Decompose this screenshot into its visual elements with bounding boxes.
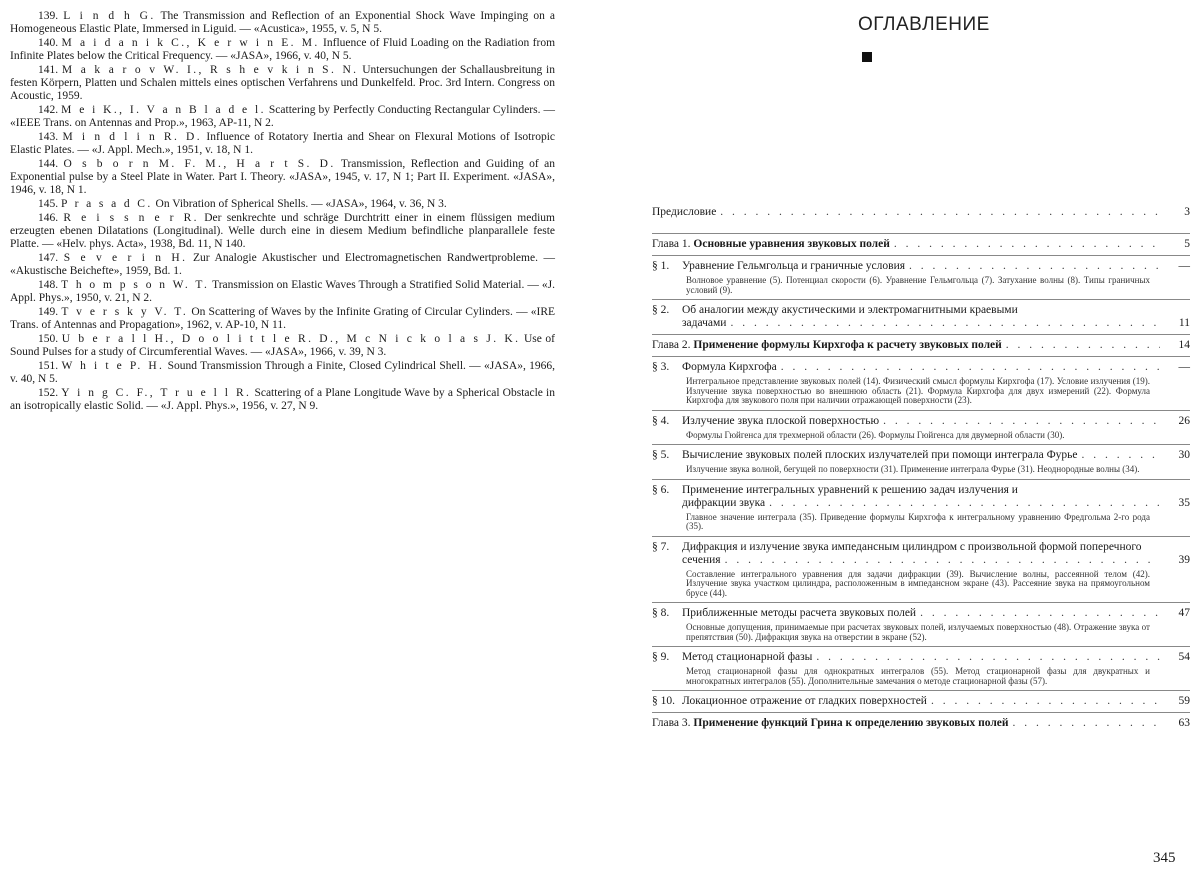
reference-item: 149. T v e r s k y V. T. On Scattering of Waves by the Infinite Grating of Circular Cylinders. — «IRE Trans. of Antennas and Propagation», 1962, v. AP-10, N 11.	[10, 306, 556, 331]
reference-item: 146. R e i s s n e r R. Der senkrechte und schräge Durchtritt einer in einem flüssigen medium erzeugten ebenen Dilatations (Longitudinal). Welle durch eine in diesem Medium befindliche planparallele feste Platte. — «Helv. phys. Acta», 1938, Bd. 11, N 140.	[10, 212, 556, 250]
reference-item: 150. U b e r a l l H., D o o l i t t l e R. D., M c N i c k o l a s J. K. Use of Sound Pulses for a study of Circumferential Waves. — «JASA», 1966, v. 39, N 3.	[10, 333, 556, 358]
toc-preface: Предисловие . . . 3	[652, 206, 1190, 219]
reference-list	[10, 10, 555, 414]
toc-title: ОГЛАВЛЕНИЕ	[858, 14, 990, 35]
toc-section-7: § 7. Дифракция и излучение звука импедансным цилиндром с произвольной формой поперечного сечения . . . 39 Составление интегрального уравнения для задачи дифракции (39). Вычисление волны, рассеянной телом (42). Излучение звука участком цилиндра, расположенным в импедансном экране (43). Рассеяние звука на прямоугольном брусе (44).	[652, 536, 1190, 599]
toc-section-3: § 3. Формула Кирхгофа . . . — Интегральное представление звуковых полей (14). Физический смысл формулы Кирхгофа (17). Условие излучения (19). Излучение звука поверхностью во внешнюю область (21). Формула Кирхгофа для двух измерений (22). Формула Кирхгофа для звукового поля при наличии отражающей поверхности (23).	[652, 356, 1190, 406]
reference-item: 143. M i n d l i n R. D. Influence of Rotatory Inertia and Shear on Flexural Motions of Isotropic Elastic Plates. — «J. Appl. Mech.», 1951, v. 18, N 1.	[10, 131, 555, 156]
reference-item: 151. W h i t e P. H. Sound Transmission Through a Finite, Closed Cylindrical Shell. — «JASA», 1966, v. 40, N 5.	[10, 360, 556, 385]
page-number: 345	[1153, 850, 1176, 866]
reference-item: 139. L i n d h G. The Transmission and Reflection of an Exponential Shock Wave Impinging on a Homogeneous Elastic Plate, Immersed in Liguid. — «Acustica», 1955, v. 5, N 5.	[10, 10, 555, 35]
toc-chapter-3: Глава 3. Применение функций Грина к определению звуковых полей . . . 63	[652, 712, 1190, 730]
toc-chapter-2: Глава 2. Применение формулы Кирхгофа к расчету звуковых полей . . . 14	[652, 334, 1190, 352]
reference-item: 148. T h o m p s o n W. T. Transmission on Elastic Waves Through a Stratified Solid Material. — «J. Appl. Phys.», 1950, v. 21, N 2.	[10, 279, 556, 304]
reference-item: 140. M a i d a n i k C., K e r w i n E. M. Influence of Fluid Loading on the Radiation from Infinite Plates below the Critical Frequency. — «JASA», 1966, v. 40, N 5.	[10, 37, 556, 62]
toc-section-5: § 5. Вычисление звуковых полей плоских излучателей при помощи интеграла Фурье . . . 30 Излучение звука волной, бегущей по поверхности (31). Применение интеграла Фурье (31). Неоднородные волны (34).	[652, 444, 1190, 475]
reference-item: 141. M a k a r o v W. I., R s h e v k i n S. N. Untersuchungen der Schallausbreitung in festen Körpern, Platten und Schalen mittels eines optischen Verfahrens und Dunkelfeld. Proc. 3rd Intern. Congress on Acoustic, 1959.	[10, 64, 556, 102]
square-ornament-icon	[862, 52, 872, 62]
toc-section-9: § 9. Метод стационарной фазы . . . 54 Метод стационарной фазы для однократных интегралов (55). Метод стационарной фазы для двукратных и многократных интегралов (55). Дополнительные замечания о методе стационарной фазы (57).	[652, 646, 1190, 686]
table-of-contents	[652, 206, 1190, 730]
toc-section-2: § 2. Об аналогии между акустическими и электромагнитными краевыми задачами . . . 11	[652, 299, 1190, 330]
reference-item: 145. P r a s a d C. On Vibration of Spherical Shells. — «JASA», 1964, v. 36, N 3.	[38, 198, 447, 210]
reference-item: 144. O s b o r n M. F. M., H a r t S. D. Transmission, Reflection and Guiding of an Exponential pulse by a Steel Plate in Water. Part I. Theory. «JASA», 1945, v. 17, N 1; Part II. Experiment. «JASA», 1946, v. 18, N 1.	[10, 158, 556, 196]
toc-section-4: § 4. Излучение звука плоской поверхностью . . . 26 Формулы Гюйгенса для трехмерной области (26). Формулы Гюйгенса для двумерной области (30).	[652, 410, 1190, 441]
reference-item: 147. S e v e r i n H. Zur Analogie Akustischer und Electromagnetischen Randwertprobleme. — «Akustische Beichefte», 1959, Bd. 1.	[10, 252, 556, 277]
toc-section-6: § 6. Применение интегральных уравнений к решению задач излучения и дифракции звука . . . 35 Главное значение интеграла (35). Приведение формулы Кирхгофа к интегральному уравнению Фредгольма 2-го рода (35).	[652, 479, 1190, 532]
reference-item: 152. Y i n g C. F., T r u e l l R. Scattering of a Plane Longitude Wave by a Spherical Obstacle in an isotropically elastic Solid. — «J. Appl. Phys.», 1956, v. 27, N 9.	[10, 387, 556, 412]
toc-chapter-1: Глава 1. Основные уравнения звуковых полей . . . 5	[652, 233, 1190, 251]
toc-section-8: § 8. Приближенные методы расчета звуковых полей . . . 47 Основные допущения, принимаемые при расчетах звуковых полей, излучаемых поверхностью (48). Отражение звука от препятствия (50). Дифракция звука на отверстии в экране (52).	[652, 602, 1190, 642]
reference-item: 142. M e i K., I. V a n B l a d e l. Scattering by Perfectly Conducting Rectangular Cylinders. — «IEEE Trans. on Antennas and Prop.», 1963, AP-11, N 2.	[10, 104, 556, 129]
toc-section-1: § 1. Уравнение Гельмгольца и граничные условия . . . — Волновое уравнение (5). Потенциал скорости (6). Уравнение Гельмгольца (7). Затухание волны (8). Типы граничных условий (9).	[652, 255, 1190, 295]
toc-section-10: § 10. Локационное отражение от гладких поверхностей . . . 59	[652, 690, 1190, 708]
